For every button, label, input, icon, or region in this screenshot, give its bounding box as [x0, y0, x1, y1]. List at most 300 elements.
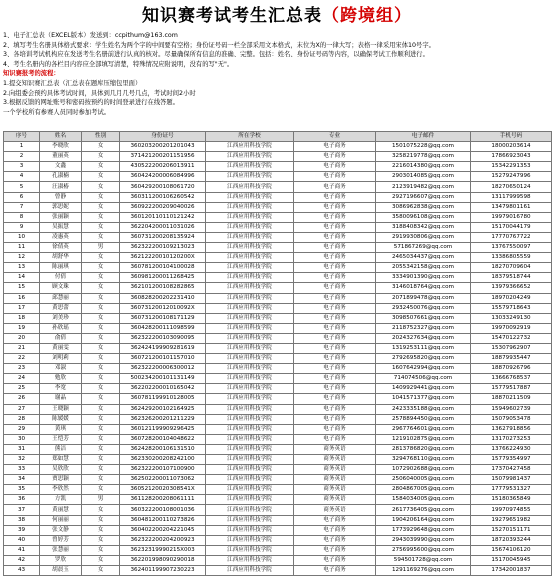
cell-gender: 女 [82, 263, 120, 273]
cell-name: 贾思颖 [40, 475, 82, 485]
cell-id-number: 360322200108001036 [120, 505, 206, 515]
table-row [4, 475, 552, 485]
cell-major: 电子商务 [294, 404, 376, 414]
cell-email: 3188408342@qq.com [376, 222, 471, 232]
cell-major: 电子商务 [294, 263, 376, 273]
cell-index: 12 [4, 253, 40, 263]
cell-phone: 13766224930 [471, 444, 552, 454]
cell-phone: 15079053478 [471, 414, 552, 424]
note-line: 4、考生名册内的各栏目内容应全部填写清楚，特殊情况应附说明，没有的写"无"。 [3, 60, 234, 68]
cell-index: 30 [4, 434, 40, 444]
cell-major: 电子商务 [294, 212, 376, 222]
cell-gender: 女 [82, 333, 120, 343]
table-row [4, 354, 552, 364]
cell-email: 2123919482@qq.com [376, 182, 471, 192]
cell-id-number: 360828200202231410 [120, 293, 206, 303]
cell-gender: 女 [82, 525, 120, 535]
cell-phone: 13767550097 [471, 243, 552, 253]
cell-index: 21 [4, 343, 40, 353]
cell-phone: 13117999598 [471, 192, 552, 202]
cell-email: 2506040005@qq.com [376, 475, 471, 485]
header-school: 所在学校 [206, 132, 294, 142]
cell-gender: 女 [82, 555, 120, 565]
cell-gender: 女 [82, 475, 120, 485]
cell-email: 1041571377@qq.com [376, 394, 471, 404]
table-row [4, 465, 552, 475]
cell-id-number: 362202200010165042 [120, 384, 206, 394]
cell-email: 2071899478@qq.com [376, 293, 471, 303]
note-line: 3、各培训考试机构应在发送考生名册前进行认真的核对。尽量确保所有信息的准确、完整。包括：姓名、身份证号码等内容，以确保考试工作顺利进行。 [3, 51, 429, 59]
cell-name: 胡晨玉 [40, 566, 82, 576]
cell-major: 商务英语 [294, 495, 376, 505]
table-row [4, 323, 552, 333]
cell-name: 曾婷芳 [40, 535, 82, 545]
cell-index: 33 [4, 465, 40, 475]
cell-major: 电子商务 [294, 566, 376, 576]
table-row [4, 343, 552, 353]
cell-school: 江西应用科技学院 [206, 202, 294, 212]
table-row [4, 545, 552, 555]
cell-name: 郭思妮 [40, 202, 82, 212]
cell-phone: 18870926796 [471, 364, 552, 374]
cell-major: 电子商务 [294, 182, 376, 192]
cell-phone: 13033249130 [471, 313, 552, 323]
cell-email: 1219102875@qq.com [376, 434, 471, 444]
cell-name: 何丽丽 [40, 515, 82, 525]
cell-name: 孔淑楠 [40, 172, 82, 182]
cell-major: 电子商务 [294, 424, 376, 434]
cell-email: 1291169276@qq.com [376, 566, 471, 576]
cell-major: 电子商务 [294, 364, 376, 374]
cell-index: 28 [4, 414, 40, 424]
table-row [4, 566, 552, 576]
cell-school: 江西应用科技学院 [206, 222, 294, 232]
cell-name: 方凯 [40, 495, 82, 505]
cell-school: 江西应用科技学院 [206, 414, 294, 424]
cell-id-number: 430522200206013911 [120, 162, 206, 172]
cell-school: 江西应用科技学院 [206, 535, 294, 545]
cell-gender: 女 [82, 283, 120, 293]
cell-phone: 15079981437 [471, 475, 552, 485]
cell-school: 江西应用科技学院 [206, 364, 294, 374]
cell-email: 1584034005@qq.com [376, 495, 471, 505]
cell-email: 1904206164@qq.com [376, 515, 471, 525]
cell-index: 26 [4, 394, 40, 404]
cell-school: 江西应用科技学院 [206, 434, 294, 444]
cell-school: 江西应用科技学院 [206, 192, 294, 202]
cell-gender: 女 [82, 323, 120, 333]
cell-gender: 女 [82, 364, 120, 374]
header-email: 电子邮件 [376, 132, 471, 142]
cell-phone: 15674106120 [471, 545, 552, 555]
cell-gender: 女 [82, 303, 120, 313]
cell-name: 王恺芳 [40, 434, 82, 444]
cell-id-number: 362204200011031026 [120, 222, 206, 232]
cell-id-number: 360728200104048622 [120, 434, 206, 444]
cell-id-number: 362401199907230223 [120, 566, 206, 576]
cell-phone: 17370427458 [471, 465, 552, 475]
cell-school: 江西应用科技学院 [206, 404, 294, 414]
cell-major: 电子商务 [294, 152, 376, 162]
cell-major: 电子商务 [294, 515, 376, 525]
cell-phone: 15779354997 [471, 455, 552, 465]
table-row [4, 202, 552, 212]
cell-gender: 女 [82, 212, 120, 222]
header-gender: 性别 [82, 132, 120, 142]
cell-school: 江西应用科技学院 [206, 384, 294, 394]
cell-school: 江西应用科技学院 [206, 293, 294, 303]
table-row [4, 444, 552, 454]
cell-email: 3098507661@qq.com [376, 313, 471, 323]
cell-email: 1773929648@qq.com [376, 525, 471, 535]
cell-gender: 女 [82, 414, 120, 424]
cell-school: 江西应用科技学院 [206, 394, 294, 404]
table-row [4, 434, 552, 444]
cell-email: 2055342158@qq.com [376, 263, 471, 273]
cell-name: 黄思蕾 [40, 303, 82, 313]
cell-index: 23 [4, 364, 40, 374]
cell-index: 31 [4, 444, 40, 454]
table-row [4, 142, 552, 152]
cell-email: 2932450076@qq.com [376, 303, 471, 313]
cell-id-number: 360731200108171129 [120, 313, 206, 323]
cell-index: 15 [4, 283, 40, 293]
cell-id-number: 36212220010120200X [120, 253, 206, 263]
cell-name: 黄丽慧 [40, 505, 82, 515]
cell-gender: 女 [82, 485, 120, 495]
table-row [4, 283, 552, 293]
candidate-table [3, 131, 552, 576]
cell-email: 1072902688@qq.com [376, 465, 471, 475]
cell-id-number: 360429200108061720 [120, 182, 206, 192]
cell-phone: 17779531327 [471, 485, 552, 495]
cell-email: 2118752327@qq.com [376, 323, 471, 333]
cell-gender: 女 [82, 404, 120, 414]
cell-index: 6 [4, 192, 40, 202]
cell-school: 江西应用科技学院 [206, 444, 294, 454]
cell-gender: 女 [82, 515, 120, 525]
cell-phone: 13479801161 [471, 202, 552, 212]
cell-index: 35 [4, 485, 40, 495]
cell-major: 电子商务 [294, 192, 376, 202]
cell-major: 电子商务 [294, 394, 376, 404]
table-row [4, 293, 552, 303]
cell-email: 1409929441@qq.com [376, 384, 471, 394]
cell-id-number: 36052120020308541X [120, 485, 206, 495]
cell-major: 电子商务 [294, 283, 376, 293]
cell-email: 2756995600@qq.com [376, 545, 471, 555]
cell-gender: 女 [82, 313, 120, 323]
cell-index: 43 [4, 566, 40, 576]
cell-email: 2617736405@qq.com [376, 505, 471, 515]
cell-email: 2903014085@qq.com [376, 172, 471, 182]
cell-school: 江西应用科技学院 [206, 162, 294, 172]
cell-id-number: 360424200006084996 [120, 172, 206, 182]
cell-gender: 女 [82, 343, 120, 353]
table-row [4, 313, 552, 323]
cell-major: 电子商务 [294, 555, 376, 565]
header-id-number: 身份证号 [120, 132, 206, 142]
cell-name: 张慧丽 [40, 545, 82, 555]
cell-id-number: 360311200106260542 [120, 192, 206, 202]
cell-phone: 18879935447 [471, 354, 552, 364]
cell-major: 电子商务 [294, 162, 376, 172]
cell-major: 电子商务 [294, 243, 376, 253]
cell-phone: 13386805559 [471, 253, 552, 263]
cell-school: 江西应用科技学院 [206, 263, 294, 273]
process-step: 一个学校所有参赛人员同时参加考试。 [3, 108, 111, 116]
cell-name: 刘明莉 [40, 354, 82, 364]
cell-index: 36 [4, 495, 40, 505]
cell-gender: 女 [82, 505, 120, 515]
page-title [0, 5, 554, 27]
cell-school: 江西应用科技学院 [206, 232, 294, 242]
cell-gender: 女 [82, 545, 120, 555]
cell-name: 刘美珍 [40, 313, 82, 323]
cell-index: 17 [4, 303, 40, 313]
cell-school: 江西应用科技学院 [206, 343, 294, 353]
cell-id-number: 360481200110273826 [120, 515, 206, 525]
cell-email: 714074506@qq.com [376, 374, 471, 384]
cell-gender: 女 [82, 273, 120, 283]
cell-major: 电子商务 [294, 535, 376, 545]
title-main: 知识赛考试考生汇总表 [142, 6, 322, 26]
cell-school: 江西应用科技学院 [206, 142, 294, 152]
cell-name: 吴振慧 [40, 222, 82, 232]
cell-phone: 18970204249 [471, 293, 552, 303]
cell-school: 江西应用科技学院 [206, 455, 294, 465]
cell-index: 4 [4, 172, 40, 182]
cell-index: 42 [4, 555, 40, 565]
cell-name: 李欣然 [40, 485, 82, 495]
cell-school: 江西应用科技学院 [206, 555, 294, 565]
cell-email: 2216014380@qq.com [376, 162, 471, 172]
cell-major: 电子商务 [294, 142, 376, 152]
process-step: 2.向组委会预约具体考试时间，具体到几月几号几点，考试时间2小时 [3, 89, 196, 97]
cell-major: 商务英语 [294, 475, 376, 485]
table-row [4, 232, 552, 242]
cell-index: 1 [4, 142, 40, 152]
cell-id-number: 362428200106131510 [120, 444, 206, 454]
cell-school: 江西应用科技学院 [206, 323, 294, 333]
cell-major: 商务英语 [294, 485, 376, 495]
cell-gender: 女 [82, 232, 120, 242]
cell-name: 凌惠英 [40, 232, 82, 242]
cell-id-number: 362502200011073062 [120, 475, 206, 485]
cell-id-number: 362326200201211229 [120, 414, 206, 424]
cell-id-number: 500234200101131149 [120, 374, 206, 384]
cell-school: 江西应用科技学院 [206, 313, 294, 323]
cell-major: 电子商务 [294, 303, 376, 313]
cell-gender: 女 [82, 162, 120, 172]
cell-name: 董丽英 [40, 152, 82, 162]
table-row [4, 555, 552, 565]
process-heading: 知识赛报考的流程： [3, 70, 60, 78]
cell-name: 汪淑椿 [40, 182, 82, 192]
header-index: 序号 [4, 132, 40, 142]
cell-major: 电子商务 [294, 545, 376, 555]
cell-email: 2423335188@qq.com [376, 404, 471, 414]
cell-school: 江西应用科技学院 [206, 465, 294, 475]
cell-name: 张丽颖 [40, 212, 82, 222]
cell-id-number: 362424199909281619 [120, 343, 206, 353]
cell-school: 江西应用科技学院 [206, 303, 294, 313]
cell-id-number: 362101200108282865 [120, 283, 206, 293]
cell-gender: 女 [82, 455, 120, 465]
cell-id-number: 360781200104100028 [120, 263, 206, 273]
cell-school: 江西应用科技学院 [206, 182, 294, 192]
cell-email: 3086962838@qq.com [376, 202, 471, 212]
cell-name: 勉欣 [40, 374, 82, 384]
cell-school: 江西应用科技学院 [206, 212, 294, 222]
cell-name: 邱慧丽 [40, 293, 82, 303]
cell-school: 江西应用科技学院 [206, 333, 294, 343]
table-row [4, 535, 552, 545]
cell-school: 江西应用科技学院 [206, 475, 294, 485]
cell-gender: 女 [82, 444, 120, 454]
table-header-row [4, 132, 552, 142]
cell-email: 3334901390@qq.com [376, 273, 471, 283]
cell-gender: 女 [82, 566, 120, 576]
cell-major: 电子商务 [294, 414, 376, 424]
cell-gender: 女 [82, 182, 120, 192]
cell-id-number: 360981200011268425 [120, 273, 206, 283]
cell-name: 李晓欣 [40, 142, 82, 152]
cell-id-number: 360402200204221045 [120, 525, 206, 535]
cell-id-number: 362330200208242100 [120, 455, 206, 465]
cell-gender: 女 [82, 253, 120, 263]
cell-major: 电子商务 [294, 253, 376, 263]
table-row [4, 414, 552, 424]
cell-name: 顾文珠 [40, 283, 82, 293]
cell-major: 电子商务 [294, 384, 376, 394]
cell-phone: 15279247996 [471, 172, 552, 182]
cell-email: 571867269@qq.com [376, 243, 471, 253]
cell-index: 24 [4, 374, 40, 384]
cell-email: 2919930806@qq.com [376, 232, 471, 242]
cell-gender: 女 [82, 222, 120, 232]
cell-school: 江西应用科技学院 [206, 566, 294, 576]
cell-email: 2024327634@qq.com [376, 333, 471, 343]
table-row [4, 152, 552, 162]
table-row [4, 182, 552, 192]
cell-email: 2927196607@qq.com [376, 192, 471, 202]
cell-name: 谢晶 [40, 394, 82, 404]
cell-id-number: 362322200107100900 [120, 465, 206, 475]
cell-major: 电子商务 [294, 313, 376, 323]
cell-name: 李宽 [40, 384, 82, 394]
cell-major: 商务英语 [294, 465, 376, 475]
cell-name: 孙欣瑶 [40, 323, 82, 333]
cell-gender: 男 [82, 243, 120, 253]
cell-gender: 女 [82, 394, 120, 404]
table-row [4, 485, 552, 495]
cell-name: 文鑫 [40, 162, 82, 172]
cell-id-number: 360203200201201043 [120, 142, 206, 152]
cell-school: 江西应用科技学院 [206, 505, 294, 515]
cell-email: 2578894450@qq.com [376, 414, 471, 424]
cell-id-number: 360121199909296425 [120, 424, 206, 434]
cell-school: 江西应用科技学院 [206, 172, 294, 182]
cell-phone: 15579718643 [471, 303, 552, 313]
cell-major: 商务英语 [294, 455, 376, 465]
cell-index: 8 [4, 212, 40, 222]
cell-email: 3294768110@qq.com [376, 455, 471, 465]
cell-major: 电子商务 [294, 333, 376, 343]
cell-name: 胡舒华 [40, 253, 82, 263]
cell-gender: 男 [82, 495, 120, 505]
cell-gender: 女 [82, 424, 120, 434]
cell-major: 电子商务 [294, 343, 376, 353]
cell-index: 9 [4, 222, 40, 232]
cell-email: 3580096108@qq.com [376, 212, 471, 222]
cell-school: 江西应用科技学院 [206, 495, 294, 505]
cell-index: 37 [4, 505, 40, 515]
cell-school: 江西应用科技学院 [206, 525, 294, 535]
cell-name: 罗欣 [40, 555, 82, 565]
table-row [4, 303, 552, 313]
cell-phone: 13666768537 [471, 374, 552, 384]
cell-index: 7 [4, 202, 40, 212]
cell-phone: 17342001837 [471, 566, 552, 576]
cell-name: 邓淑 [40, 364, 82, 374]
cell-email: 594501728@qq.com [376, 555, 471, 565]
cell-gender: 女 [82, 142, 120, 152]
cell-major: 电子商务 [294, 293, 376, 303]
cell-index: 10 [4, 232, 40, 242]
cell-school: 江西应用科技学院 [206, 515, 294, 525]
cell-school: 江西应用科技学院 [206, 354, 294, 364]
cell-major: 商务英语 [294, 444, 376, 454]
header-phone: 手机号码 [471, 132, 552, 142]
cell-phone: 19979016780 [471, 212, 552, 222]
cell-school: 江西应用科技学院 [206, 424, 294, 434]
cell-id-number: 362322200109213023 [120, 243, 206, 253]
cell-id-number: 371421200201151956 [120, 152, 206, 162]
cell-email: 3146018764@qq.com [376, 283, 471, 293]
table-row [4, 495, 552, 505]
table-row [4, 273, 552, 283]
cell-phone: 15470122732 [471, 333, 552, 343]
cell-name: 俞倩 [40, 333, 82, 343]
cell-gender: 女 [82, 202, 120, 212]
table-row [4, 384, 552, 394]
cell-gender: 女 [82, 192, 120, 202]
cell-phone: 19970092919 [471, 323, 552, 333]
cell-name: 黄琪 [40, 424, 82, 434]
cell-name: 付倩 [40, 273, 82, 283]
table-row [4, 364, 552, 374]
cell-major: 电子商务 [294, 232, 376, 242]
cell-email: 2813786820@qq.com [376, 444, 471, 454]
cell-index: 5 [4, 182, 40, 192]
cell-phone: 19970974855 [471, 505, 552, 515]
cell-gender: 女 [82, 434, 120, 444]
cell-id-number: 362322200103090095 [120, 333, 206, 343]
cell-phone: 15170044179 [471, 222, 552, 232]
cell-index: 2 [4, 152, 40, 162]
cell-index: 11 [4, 243, 40, 253]
cell-phone: 18870211509 [471, 394, 552, 404]
header-major: 专业 [294, 132, 376, 142]
cell-phone: 17770767722 [471, 232, 552, 242]
cell-index: 3 [4, 162, 40, 172]
cell-gender: 女 [82, 384, 120, 394]
cell-gender: 女 [82, 172, 120, 182]
cell-email: 1319253111@qq.com [376, 343, 471, 353]
cell-index: 14 [4, 273, 40, 283]
cell-phone: 15270151171 [471, 525, 552, 535]
